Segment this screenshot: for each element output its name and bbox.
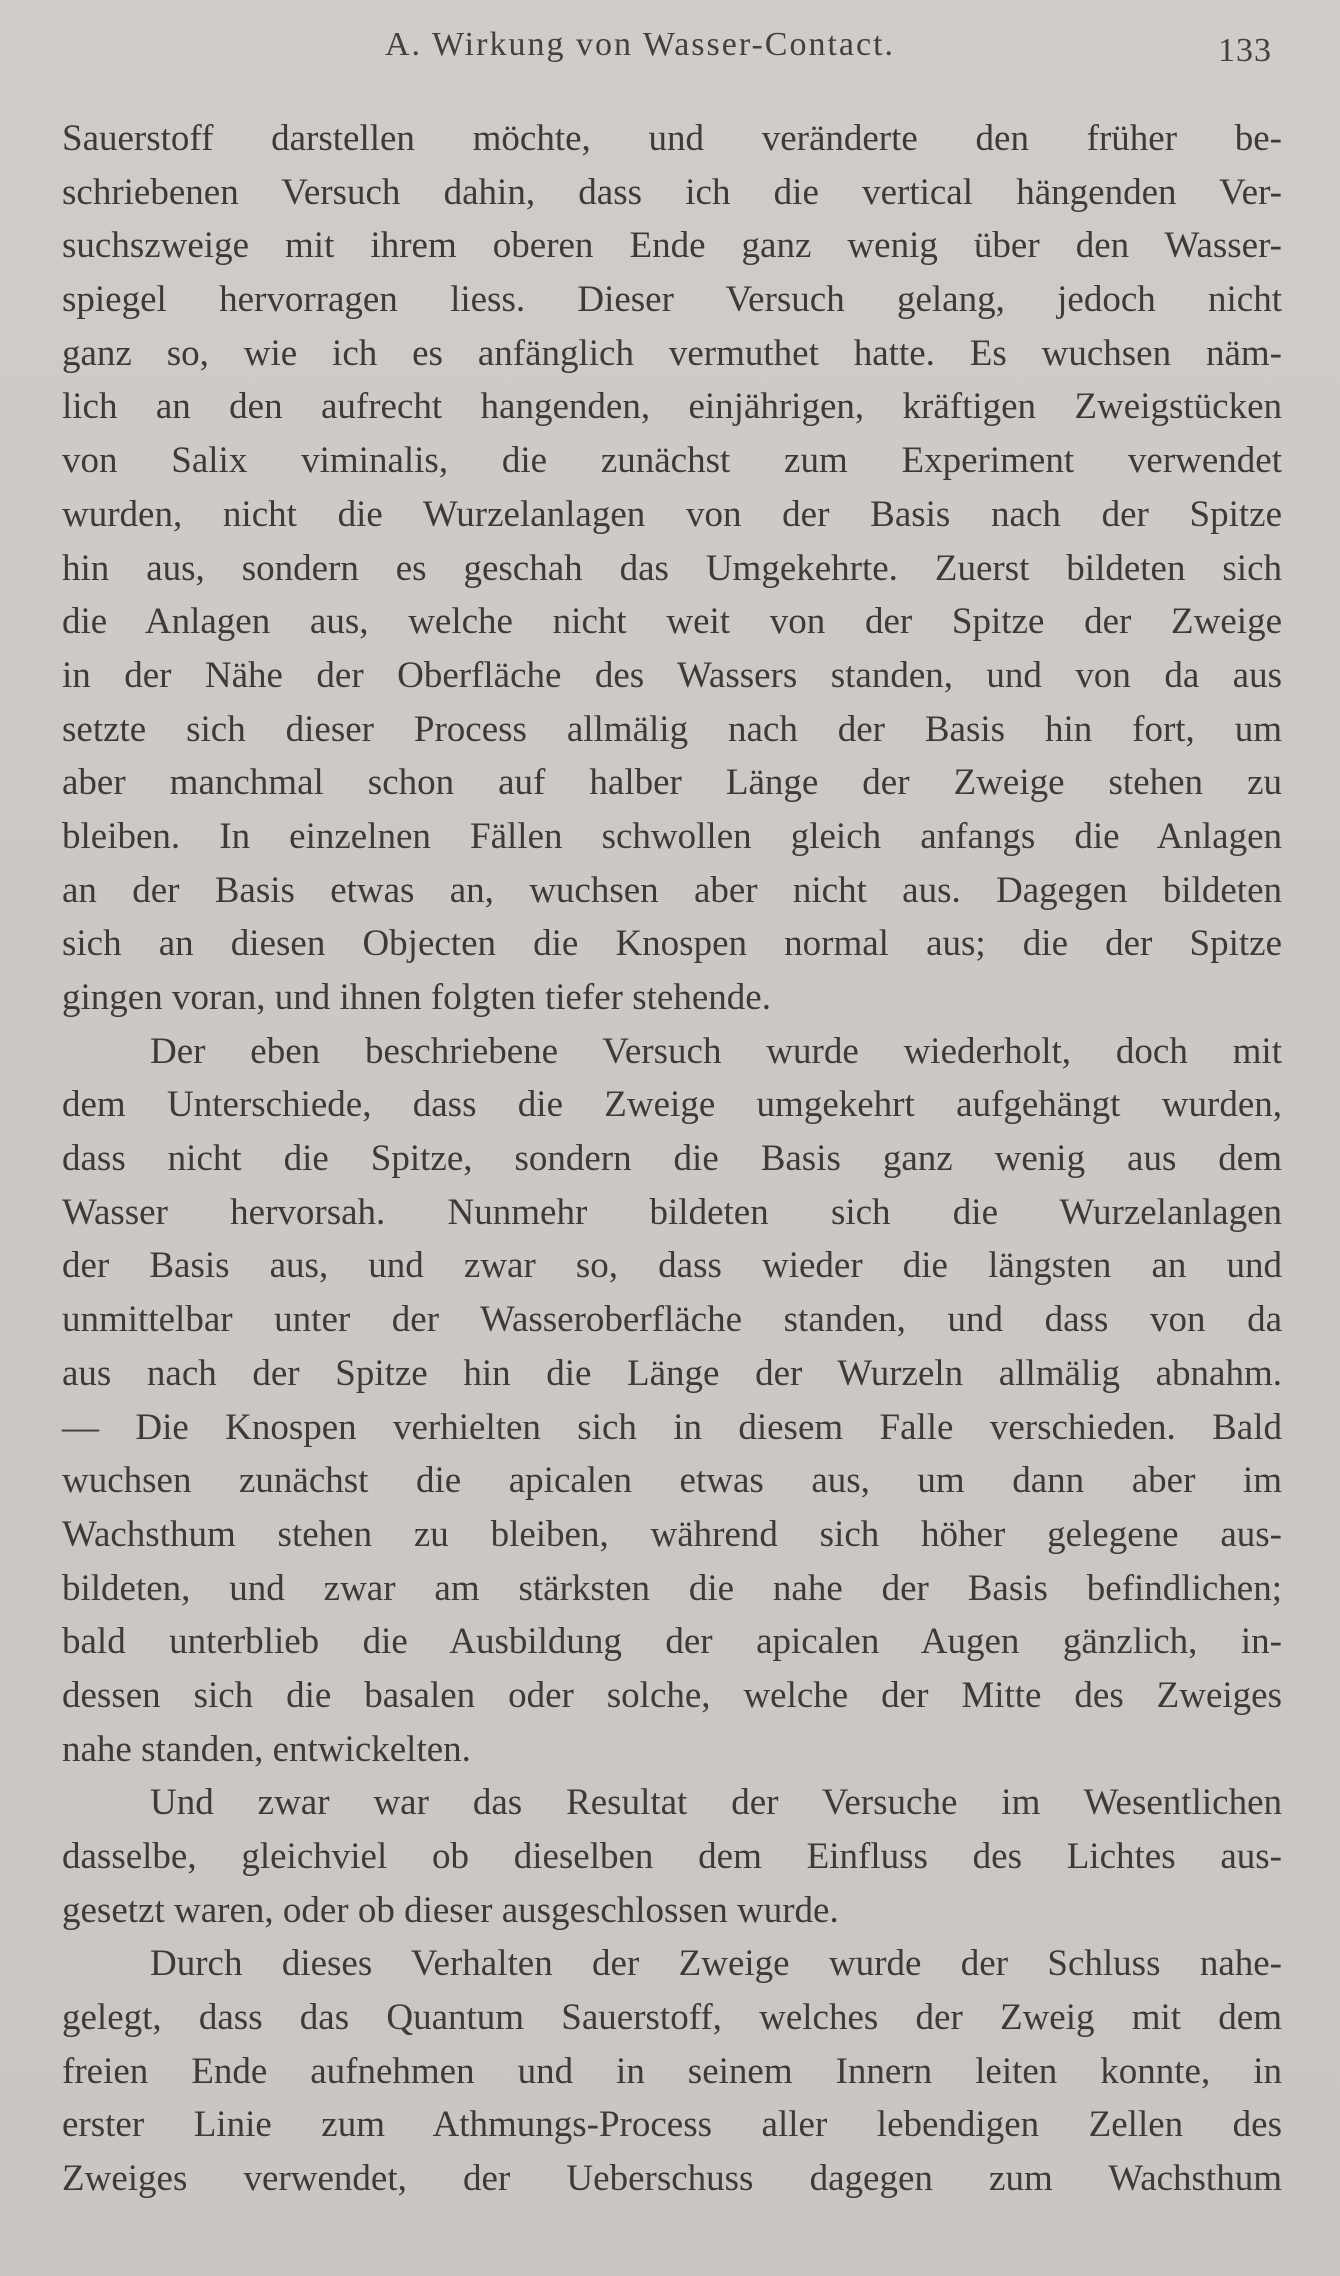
text-line: gelegt, dass das Quantum Sauerstoff, welches der Zweig mit dem	[62, 1997, 1282, 2039]
text-line: gingen voran, und ihnen folgten tiefer stehende.	[62, 977, 771, 1018]
text-line: hin aus, sondern es geschah das Umgekehrte. Zuerst bildeten sich	[62, 547, 1282, 589]
text-line: dass nicht die Spitze, sondern die Basis ganz wenig aus dem	[62, 1138, 1282, 1180]
text-line: nahe standen, entwickelten.	[62, 1728, 471, 1770]
text-line: Zweiges verwendet, der Ueberschuss dagegen zum Wachsthum	[62, 2158, 1282, 2200]
text-line: freien Ende aufnehmen und in seinem Innern leiten konnte, in	[62, 2050, 1282, 2092]
text-line: dem Unterschiede, dass die Zweige umgekehrt aufgehängt wurden,	[62, 1084, 1282, 1126]
text-line: in der Nähe der Oberfläche des Wassers standen, und von da aus	[62, 654, 1282, 696]
text-line: — Die Knospen verhielten sich in diesem Falle verschieden. Bald	[62, 1406, 1282, 1448]
text-line: spiegel hervorragen liess. Dieser Versuch gelang, jedoch nicht	[62, 279, 1282, 321]
text-line: der Basis aus, und zwar so, dass wieder die längsten an und	[62, 1245, 1282, 1287]
text-line: wuchsen zunächst die apicalen etwas aus, um dann aber im	[62, 1460, 1282, 1502]
text-line: erster Linie zum Athmungs-Process aller lebendigen Zellen des	[62, 2104, 1282, 2146]
text-line: aus nach der Spitze hin die Länge der Wurzeln allmälig abnahm.	[62, 1352, 1282, 1394]
paragraph-start-line: Durch dieses Verhalten der Zweige wurde der Schluss nahe-	[150, 1943, 1282, 1985]
text-line: suchszweige mit ihrem oberen Ende ganz wenig über den Wasser-	[62, 225, 1282, 267]
text-line: sich an diesen Objecten die Knospen normal aus; die der Spitze	[62, 923, 1282, 965]
text-line: aber manchmal schon auf halber Länge der Zweige stehen zu	[62, 762, 1282, 804]
text-line: die Anlagen aus, welche nicht weit von der Spitze der Zweige	[62, 601, 1282, 643]
text-line: von Salix viminalis, die zunächst zum Experiment verwendet	[62, 440, 1282, 482]
text-line: dessen sich die basalen oder solche, welche der Mitte des Zweiges	[62, 1674, 1282, 1716]
paragraph-start-line: Der eben beschriebene Versuch wurde wiederholt, doch mit	[150, 1030, 1282, 1072]
text-line: gesetzt waren, oder ob dieser ausgeschlossen wurde.	[62, 1889, 839, 1931]
text-line: Wasser hervorsah. Nunmehr bildeten sich die Wurzelanlagen	[62, 1191, 1282, 1233]
text-line: an der Basis etwas an, wuchsen aber nicht aus. Dagegen bildeten	[62, 869, 1282, 911]
text-line: setzte sich dieser Process allmälig nach der Basis hin fort, um	[62, 708, 1282, 750]
text-line: unmittelbar unter der Wasseroberfläche standen, und dass von da	[62, 1299, 1282, 1341]
text-line: bald unterblieb die Ausbildung der apicalen Augen gänzlich, in-	[62, 1621, 1282, 1663]
page-number: 133	[1218, 32, 1272, 69]
text-line: dasselbe, gleichviel ob dieselben dem Einfluss des Lichtes aus-	[62, 1836, 1282, 1877]
text-line: Wachsthum stehen zu bleiben, während sich höher gelegene aus-	[62, 1513, 1282, 1555]
text-line: ganz so, wie ich es anfänglich vermuthet hatte. Es wuchsen näm-	[62, 332, 1282, 374]
text-line: bildeten, und zwar am stärksten die nahe der Basis befindlichen;	[62, 1567, 1282, 1609]
text-line: wurden, nicht die Wurzelanlagen von der Basis nach der Spitze	[62, 493, 1282, 535]
text-line: bleiben. In einzelnen Fällen schwollen gleich anfangs die Anlagen	[62, 815, 1282, 857]
running-title: A. Wirkung von Wasser-Contact.	[385, 26, 896, 63]
text-line: lich an den aufrecht hangenden, einjährigen, kräftigen Zweigstücken	[62, 386, 1282, 428]
text-line: schriebenen Versuch dahin, dass ich die vertical hängenden Ver-	[62, 171, 1282, 213]
page-header	[0, 22, 1340, 72]
text-line: Sauerstoff darstellen möchte, und veränderte den früher be-	[62, 118, 1282, 159]
paragraph-start-line: Und zwar war das Resultat der Versuche im Wesentlichen	[150, 1782, 1282, 1824]
body-text	[62, 112, 1282, 2206]
